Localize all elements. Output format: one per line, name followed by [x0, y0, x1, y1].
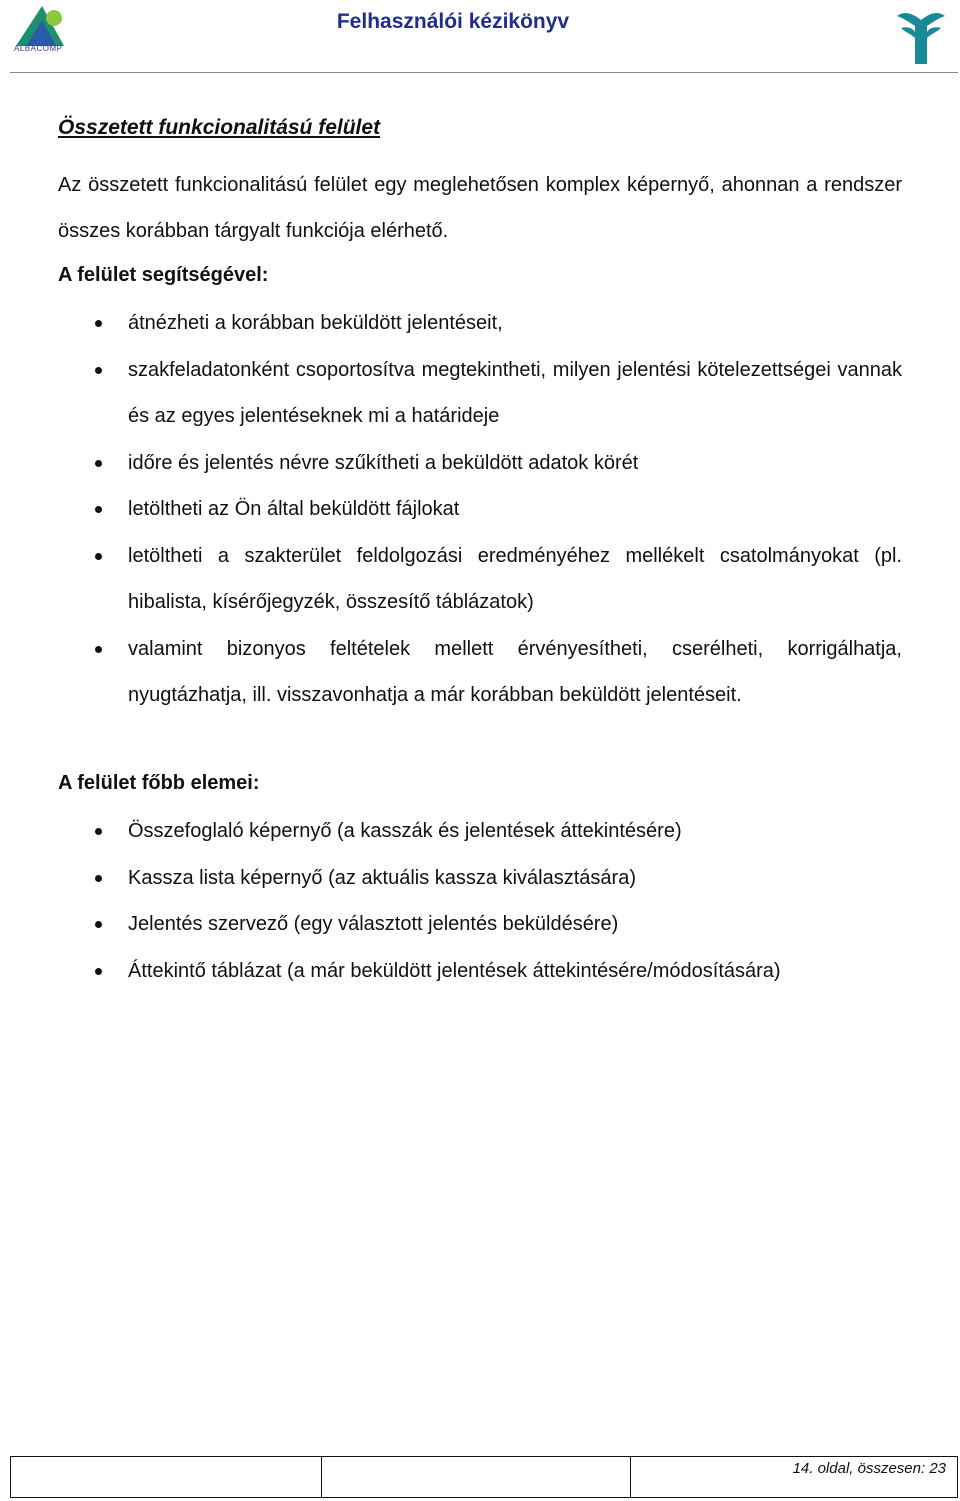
intro-paragraph: Az összetett funkcionalitású felület egy meglehetősen komplex képernyő, ahonnan a rendszer összes korábban tárgyalt funkciója elérhető. [58, 174, 902, 242]
bullet-icon [95, 875, 102, 882]
logo-label: ALBACOMP [14, 44, 63, 53]
bullet-icon [95, 367, 102, 374]
page-header [0, 0, 960, 74]
capabilities-heading: A felület segítségével: [58, 264, 269, 286]
footer-cell [11, 1457, 322, 1498]
list-item: Kassza lista képernyő (az aktuális kassza kiválasztására) [58, 855, 902, 902]
footer-cell [322, 1457, 631, 1498]
list-item: Jelentés szervező (egy választott jelentés beküldésére) [58, 901, 902, 948]
bullet-icon [95, 921, 102, 928]
bullet-icon [95, 320, 102, 327]
list-item: szakfeladatonként csoportosítva megtekintheti, milyen jelentési kötelezettségei vannak és az egyes jelentéseknek mi a határideje [58, 347, 902, 440]
elements-heading: A felület főbb elemei: [58, 772, 260, 794]
bullet-icon [95, 646, 102, 653]
list-item: letöltheti a szakterület feldolgozási eredményéhez mellékelt csatolmányokat (pl. hibalista, kísérőjegyzék, összesítő táblázatok) [58, 533, 902, 626]
bullet-icon [95, 460, 102, 467]
header-divider [10, 72, 958, 73]
list-item: átnézheti a korábban beküldött jelentéseit, [58, 300, 902, 347]
capabilities-list [58, 300, 902, 719]
elements-list [58, 808, 902, 994]
bullet-icon [95, 553, 102, 560]
page-number: 14. oldal, összesen: 23 [792, 1460, 946, 1477]
list-item: Összefoglaló képernyő (a kasszák és jelentések áttekintésére) [58, 808, 902, 855]
bullet-icon [95, 828, 102, 835]
section-title: Összetett funkcionalitású felület [58, 116, 381, 139]
list-item: letöltheti az Ön által beküldött fájlokat [58, 486, 902, 533]
emblem-logo [895, 6, 947, 68]
document-title: Felhasználói kézikönyv [336, 10, 570, 33]
list-item: időre és jelentés névre szűkítheti a beküldött adatok körét [58, 440, 902, 487]
bullet-icon [95, 968, 102, 975]
list-item: Áttekintő táblázat (a már beküldött jelentések áttekintésére/módosítására) [58, 948, 902, 995]
list-item: valamint bizonyos feltételek mellett érvényesítheti, cserélheti, korrigálhatja, nyugtázhatja, ill. visszavonhatja a már korábban beküldött jelentéseit. [58, 626, 902, 719]
bullet-icon [95, 506, 102, 513]
